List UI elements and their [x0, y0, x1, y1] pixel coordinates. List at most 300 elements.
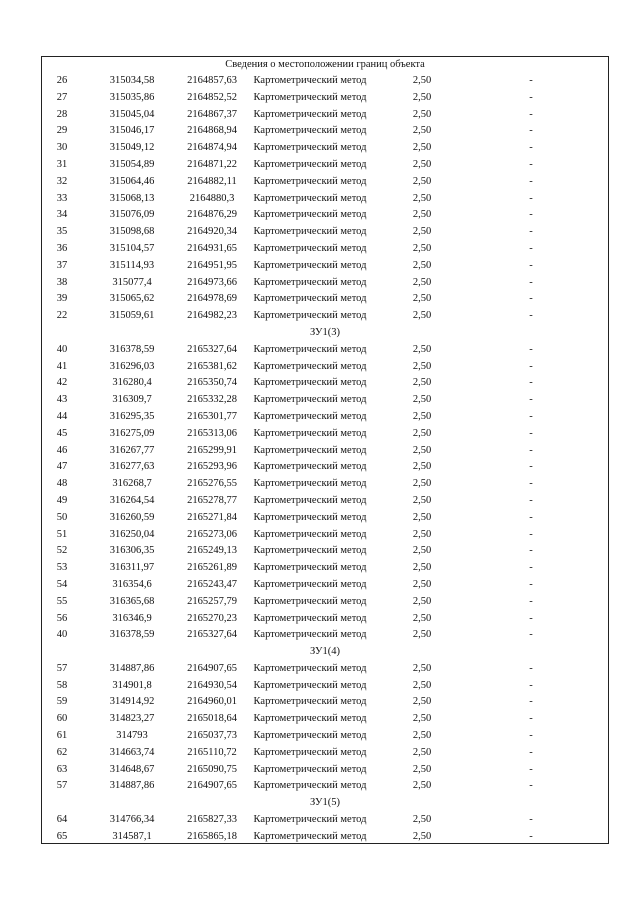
point-number: 49: [56, 494, 68, 506]
coord-x: 316275,09: [109, 427, 155, 439]
point-number: 37: [56, 259, 68, 271]
method: Картометрический метод: [253, 75, 367, 86]
point-number: 40: [56, 343, 68, 355]
coord-x: 315104,57: [109, 242, 155, 254]
table-row: [42, 191, 608, 208]
description: -: [529, 125, 533, 137]
description: -: [529, 780, 533, 792]
coord-y: 2164951,95: [187, 259, 237, 271]
accuracy: 2,50: [412, 142, 432, 154]
description: -: [529, 545, 533, 557]
table-row: [42, 224, 608, 241]
accuracy: 2,50: [412, 578, 432, 590]
description: -: [529, 158, 533, 170]
point-number: 27: [56, 91, 68, 103]
point-number: 59: [56, 696, 68, 708]
method: Картометрический метод: [253, 679, 367, 691]
description: -: [529, 310, 533, 322]
coord-x: 315034,58: [109, 75, 155, 86]
accuracy: 2,50: [412, 293, 432, 305]
section-header: [42, 795, 608, 812]
coord-y: 2165313,06: [187, 427, 237, 439]
point-number: 38: [56, 276, 68, 288]
description: -: [529, 612, 533, 624]
method: Картометрический метод: [253, 142, 367, 154]
table-row: [42, 443, 608, 460]
table-row: [42, 678, 608, 695]
method: Картометрический метод: [253, 578, 367, 590]
coord-y: 2164982,23: [187, 310, 237, 322]
description: -: [529, 293, 533, 305]
accuracy: 2,50: [412, 192, 432, 204]
method: Картометрический метод: [253, 730, 367, 742]
coord-x: 315076,09: [109, 209, 155, 221]
description: -: [529, 175, 533, 187]
coord-y: 2164960,01: [187, 696, 237, 708]
description: -: [529, 562, 533, 574]
coord-x: 315068,13: [109, 192, 155, 204]
method: Картометрический метод: [253, 562, 367, 574]
accuracy: 2,50: [412, 746, 432, 758]
method: Картометрический метод: [253, 511, 367, 523]
description: -: [529, 259, 533, 271]
method: Картометрический метод: [253, 461, 367, 473]
table-row: [42, 661, 608, 678]
table-row: [42, 426, 608, 443]
accuracy: 2,50: [412, 629, 432, 641]
method: Картометрический метод: [253, 293, 367, 305]
method: Картометрический метод: [253, 192, 367, 204]
table-row: [42, 577, 608, 594]
description: -: [529, 746, 533, 758]
table-row: [42, 711, 608, 728]
coord-y: 2165270,23: [187, 612, 237, 624]
accuracy: 2,50: [412, 259, 432, 271]
point-number: 26: [56, 75, 68, 86]
point-number: 41: [56, 360, 68, 372]
coord-y: 2164978,69: [187, 293, 237, 305]
coord-x: 315035,86: [109, 91, 155, 103]
point-number: 56: [56, 612, 68, 624]
point-number: 31: [56, 158, 68, 170]
method: Картометрический метод: [253, 175, 367, 187]
coord-x: 315049,12: [109, 142, 155, 154]
method: Картометрический метод: [253, 528, 367, 540]
coord-x: 314793: [116, 730, 148, 742]
table-row: [42, 359, 608, 376]
coord-x: 316354,6: [112, 578, 152, 590]
table-title: Сведения о местоположении границ объекта: [225, 59, 425, 70]
coord-x: 314648,67: [109, 763, 155, 775]
accuracy: 2,50: [412, 494, 432, 506]
accuracy: 2,50: [412, 394, 432, 406]
description: -: [529, 242, 533, 254]
method: Картометрический метод: [253, 343, 367, 355]
description: -: [529, 679, 533, 691]
point-number: 51: [56, 528, 68, 540]
method: Картометрический метод: [253, 310, 367, 322]
coord-x: 315077,4: [112, 276, 152, 288]
table-row: [42, 762, 608, 779]
table-row: [42, 275, 608, 292]
description: -: [529, 276, 533, 288]
coord-y: 2165865,18: [187, 830, 237, 842]
coord-x: 314887,86: [109, 662, 155, 674]
table-row: [42, 560, 608, 577]
accuracy: 2,50: [412, 461, 432, 473]
point-number: 61: [56, 730, 68, 742]
coord-x: 316306,35: [109, 545, 155, 557]
coord-y: 2164930,54: [187, 679, 237, 691]
coord-x: 316309,7: [112, 394, 152, 406]
method: Картометрический метод: [253, 226, 367, 238]
accuracy: 2,50: [412, 108, 432, 120]
description: -: [529, 75, 533, 86]
coord-y: 2164931,65: [187, 242, 237, 254]
coord-x: 315098,68: [109, 226, 155, 238]
accuracy: 2,50: [412, 427, 432, 439]
table-row: [42, 594, 608, 611]
coord-y: 2165249,13: [187, 545, 237, 557]
accuracy: 2,50: [412, 730, 432, 742]
point-number: 57: [56, 662, 68, 674]
point-number: 48: [56, 478, 68, 490]
method: Картометрический метод: [253, 478, 367, 490]
coord-y: 2165293,96: [187, 461, 237, 473]
accuracy: 2,50: [412, 343, 432, 355]
coord-x: 316264,54: [109, 494, 155, 506]
table-row: [42, 812, 608, 829]
accuracy: 2,50: [412, 158, 432, 170]
section-header: [42, 644, 608, 661]
table-row: [42, 728, 608, 745]
description: -: [529, 461, 533, 473]
coord-y: 2165332,28: [187, 394, 237, 406]
point-number: 28: [56, 108, 68, 120]
method: Картометрический метод: [253, 746, 367, 758]
coord-y: 2165257,79: [187, 595, 237, 607]
description: -: [529, 91, 533, 103]
description: -: [529, 192, 533, 204]
coord-y: 2165243,47: [187, 578, 237, 590]
description: -: [529, 478, 533, 490]
point-number: 35: [56, 226, 68, 238]
table-row: [42, 611, 608, 628]
accuracy: 2,50: [412, 780, 432, 792]
method: Картометрический метод: [253, 427, 367, 439]
description: -: [529, 142, 533, 154]
point-number: 34: [56, 209, 68, 221]
accuracy: 2,50: [412, 545, 432, 557]
description: -: [529, 377, 533, 389]
table-row: [42, 107, 608, 124]
coord-x: 316277,63: [109, 461, 155, 473]
coord-y: 2165110,72: [187, 746, 237, 758]
accuracy: 2,50: [412, 478, 432, 490]
method: Картометрический метод: [253, 377, 367, 389]
coord-y: 2165301,77: [187, 410, 237, 422]
accuracy: 2,50: [412, 763, 432, 775]
coord-x: 315054,89: [109, 158, 155, 170]
point-number: 57: [56, 780, 68, 792]
method: Картометрический метод: [253, 158, 367, 170]
coord-y: 2164876,29: [187, 209, 237, 221]
method: Картометрический метод: [253, 545, 367, 557]
method: Картометрический метод: [253, 696, 367, 708]
method: Картометрический метод: [253, 209, 367, 221]
table-row: [42, 627, 608, 644]
point-number: 64: [56, 814, 68, 826]
description: -: [529, 360, 533, 372]
coord-x: 314663,74: [109, 746, 155, 758]
coord-x: 315059,61: [109, 310, 155, 322]
coord-x: 315065,62: [109, 293, 155, 305]
coord-y: 2164857,63: [187, 75, 237, 86]
description: -: [529, 730, 533, 742]
point-number: 36: [56, 242, 68, 254]
document-table: [41, 56, 609, 844]
table-row: [42, 157, 608, 174]
description: -: [529, 578, 533, 590]
description: -: [529, 528, 533, 540]
table-row: [42, 258, 608, 275]
description: -: [529, 226, 533, 238]
table-row: [42, 527, 608, 544]
coord-y: 2165278,77: [187, 494, 237, 506]
coord-x: 315064,46: [109, 175, 155, 187]
point-number: 45: [56, 427, 68, 439]
coord-x: 314587,1: [112, 830, 152, 842]
accuracy: 2,50: [412, 696, 432, 708]
coord-y: 2165018,64: [187, 713, 237, 725]
point-number: 42: [56, 377, 68, 389]
coord-y: 2164868,94: [187, 125, 237, 137]
table-row: [42, 409, 608, 426]
method: Картометрический метод: [253, 444, 367, 456]
point-number: 63: [56, 763, 68, 775]
coord-y: 2165299,91: [187, 444, 237, 456]
table-row: [42, 174, 608, 191]
accuracy: 2,50: [412, 360, 432, 372]
table-row: [42, 375, 608, 392]
coord-y: 2165327,64: [187, 629, 237, 641]
method: Картометрический метод: [253, 595, 367, 607]
method: Картометрический метод: [253, 108, 367, 120]
point-number: 22: [56, 310, 68, 322]
point-number: 54: [56, 578, 68, 590]
coord-x: 315046,17: [109, 125, 155, 137]
point-number: 43: [56, 394, 68, 406]
accuracy: 2,50: [412, 226, 432, 238]
accuracy: 2,50: [412, 242, 432, 254]
table-row: [42, 207, 608, 224]
coord-y: 2164907,65: [187, 662, 237, 674]
accuracy: 2,50: [412, 377, 432, 389]
table-body: [42, 73, 608, 846]
table-row: [42, 73, 608, 90]
coord-x: 315114,93: [109, 259, 155, 271]
point-number: 62: [56, 746, 68, 758]
point-number: 50: [56, 511, 68, 523]
coord-x: 316260,59: [109, 511, 155, 523]
description: -: [529, 410, 533, 422]
description: -: [529, 511, 533, 523]
method: Картометрический метод: [253, 780, 367, 792]
accuracy: 2,50: [412, 612, 432, 624]
method: Картометрический метод: [253, 629, 367, 641]
method: Картометрический метод: [253, 259, 367, 271]
description: -: [529, 444, 533, 456]
coord-y: 2165090,75: [187, 763, 237, 775]
accuracy: 2,50: [412, 175, 432, 187]
method: Картометрический метод: [253, 612, 367, 624]
method: Картометрический метод: [253, 713, 367, 725]
coord-y: 2164920,34: [187, 226, 237, 238]
point-number: 65: [56, 830, 68, 842]
table-row: [42, 291, 608, 308]
coord-x: 316280,4: [112, 377, 152, 389]
coord-x: 314887,86: [109, 780, 155, 792]
accuracy: 2,50: [412, 814, 432, 826]
method: Картометрический метод: [253, 410, 367, 422]
accuracy: 2,50: [412, 209, 432, 221]
table-row: [42, 140, 608, 157]
description: -: [529, 343, 533, 355]
point-number: 55: [56, 595, 68, 607]
point-number: 32: [56, 175, 68, 187]
coord-x: 314914,92: [109, 696, 155, 708]
accuracy: 2,50: [412, 528, 432, 540]
coord-y: 2164880,3: [189, 192, 235, 204]
point-number: 39: [56, 293, 68, 305]
table-row: [42, 123, 608, 140]
coord-y: 2165381,62: [187, 360, 237, 372]
coord-y: 2164973,66: [187, 276, 237, 288]
accuracy: 2,50: [412, 679, 432, 691]
point-number: 33: [56, 192, 68, 204]
table-row: [42, 829, 608, 846]
section-label: ЗУ1(3): [310, 326, 340, 338]
accuracy: 2,50: [412, 310, 432, 322]
description: -: [529, 696, 533, 708]
point-number: 60: [56, 713, 68, 725]
method: Картометрический метод: [253, 763, 367, 775]
description: -: [529, 108, 533, 120]
coord-y: 2165827,33: [187, 814, 237, 826]
accuracy: 2,50: [412, 410, 432, 422]
coord-y: 2165261,89: [187, 562, 237, 574]
section-label: ЗУ1(5): [310, 797, 340, 809]
coord-x: 314823,27: [109, 713, 155, 725]
description: -: [529, 494, 533, 506]
table-row: [42, 543, 608, 560]
description: -: [529, 209, 533, 221]
method: Картометрический метод: [253, 814, 367, 826]
method: Картометрический метод: [253, 662, 367, 674]
coord-x: 316268,7: [112, 478, 152, 490]
coord-x: 316250,04: [109, 528, 155, 540]
accuracy: 2,50: [412, 595, 432, 607]
description: -: [529, 427, 533, 439]
accuracy: 2,50: [412, 444, 432, 456]
coord-y: 2164907,65: [187, 780, 237, 792]
section-header: [42, 325, 608, 342]
section-label: ЗУ1(4): [310, 646, 340, 658]
coord-y: 2165327,64: [187, 343, 237, 355]
method: Картометрический метод: [253, 276, 367, 288]
table-row: [42, 778, 608, 795]
coord-x: 316365,68: [109, 595, 155, 607]
coord-y: 2165350,74: [187, 377, 237, 389]
accuracy: 2,50: [412, 662, 432, 674]
description: -: [529, 830, 533, 842]
point-number: 47: [56, 461, 68, 473]
accuracy: 2,50: [412, 125, 432, 137]
description: -: [529, 814, 533, 826]
point-number: 58: [56, 679, 68, 691]
coord-y: 2165273,06: [187, 528, 237, 540]
accuracy: 2,50: [412, 713, 432, 725]
coord-y: 2165271,84: [187, 511, 237, 523]
point-number: 29: [56, 125, 68, 137]
coord-y: 2164882,11: [187, 175, 237, 187]
coord-x: 316295,35: [109, 410, 155, 422]
table-row: [42, 459, 608, 476]
coord-x: 316267,77: [109, 444, 155, 456]
coord-x: 316346,9: [112, 612, 152, 624]
coord-y: 2164852,52: [187, 91, 237, 103]
coord-x: 315045,04: [109, 108, 155, 120]
coord-x: 316311,97: [109, 562, 155, 574]
coord-x: 314766,34: [109, 814, 155, 826]
method: Картометрический метод: [253, 91, 367, 103]
table-row: [42, 510, 608, 527]
coord-x: 316378,59: [109, 629, 155, 641]
coord-y: 2165276,55: [187, 478, 237, 490]
table-row: [42, 308, 608, 325]
accuracy: 2,50: [412, 276, 432, 288]
accuracy: 2,50: [412, 511, 432, 523]
table-row: [42, 694, 608, 711]
coord-y: 2164867,37: [187, 108, 237, 120]
method: Картометрический метод: [253, 125, 367, 137]
method: Картометрический метод: [253, 360, 367, 372]
point-number: 30: [56, 142, 68, 154]
point-number: 46: [56, 444, 68, 456]
table-row: [42, 342, 608, 359]
accuracy: 2,50: [412, 91, 432, 103]
point-number: 52: [56, 545, 68, 557]
coord-y: 2165037,73: [187, 730, 237, 742]
coord-y: 2164874,94: [187, 142, 237, 154]
description: -: [529, 662, 533, 674]
table-row: [42, 745, 608, 762]
point-number: 40: [56, 629, 68, 641]
table-row: [42, 493, 608, 510]
coord-x: 316378,59: [109, 343, 155, 355]
accuracy: 2,50: [412, 830, 432, 842]
method: Картометрический метод: [253, 494, 367, 506]
table-row: [42, 476, 608, 493]
accuracy: 2,50: [412, 75, 432, 86]
coord-y: 2164871,22: [187, 158, 237, 170]
table-row: [42, 90, 608, 107]
description: -: [529, 713, 533, 725]
table-row: [42, 241, 608, 258]
description: -: [529, 763, 533, 775]
description: -: [529, 629, 533, 641]
method: Картометрический метод: [253, 394, 367, 406]
